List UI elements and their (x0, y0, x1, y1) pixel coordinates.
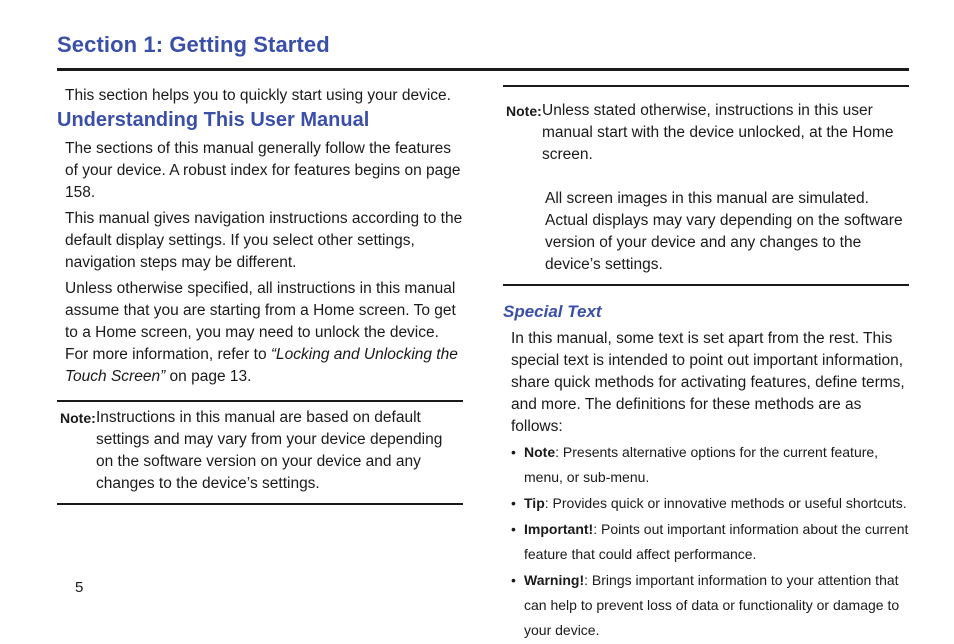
list-item (503, 491, 909, 516)
title-rule (57, 68, 909, 71)
bullet-icon: • (511, 444, 516, 460)
right-note-label: Note: (506, 103, 542, 119)
page-number: 5 (75, 579, 84, 596)
list-item-term: Note (524, 444, 556, 460)
list-item-desc: : Provides quick or innovative methods or useful shortcuts. (544, 495, 907, 511)
intro-text: This section helps you to quickly start using your device. (65, 87, 451, 104)
left-note-block (57, 400, 463, 505)
right-note-text-2: All screen images in this manual are simulated. Actual displays may vary depending on the software version of your device and any changes to the device’s settings. (545, 190, 903, 273)
understanding-p1: The sections of this manual generally follow the features of your device. A robust index for features begins on page 158. (65, 140, 461, 201)
bullet-icon: • (511, 495, 516, 511)
understanding-p3 (57, 278, 463, 388)
list-item (503, 517, 909, 567)
right-column (503, 85, 909, 644)
list-item-desc: : Brings important information to your attention that can help to prevent loss of data or functionality or damage to your device. (524, 572, 900, 638)
list-item (503, 568, 909, 643)
left-note-row (60, 407, 463, 495)
left-column (57, 85, 463, 505)
bullet-icon: • (511, 572, 516, 588)
understanding-p3-end: on page 13. (165, 368, 252, 385)
list-item-term: Warning! (524, 572, 585, 588)
list-item-desc: : Presents alternative options for the current feature, menu, or sub-menu. (524, 444, 879, 485)
list-item-term: Tip (524, 495, 545, 511)
list-item (503, 440, 909, 490)
cross-reference-link[interactable]: “Locking and Unlocking the Touch Screen” (65, 346, 458, 385)
special-text-intro: In this manual, some text is set apart from the rest. This special text is intended to point out important information, share quick methods for activating features, define terms, and more. The definitions for these methods are as follows: (511, 330, 905, 435)
right-note-row (506, 100, 909, 166)
understanding-p2: This manual gives navigation instructions according to the default display settings. If you select other settings, navigation steps may be different. (65, 210, 463, 271)
understanding-p3-start: Unless otherwise specified, all instructions in this manual assume that you are starting from a Home screen. To get to a Home screen, you may need to unlock the device. For more information, refer to (65, 280, 456, 363)
list-item-desc: : Points out important information about the current feature that could affect performance. (524, 521, 909, 562)
section-title: Section 1: Getting Started (57, 32, 330, 57)
left-note-text: Instructions in this manual are based on default settings and may vary from your device depending on the software version on your device and any changes to the device’s settings. (96, 409, 443, 492)
understanding-title: Understanding This User Manual (57, 109, 370, 131)
left-note-label: Note: (60, 410, 96, 426)
special-text-title: Special Text (503, 302, 602, 321)
right-note-block (503, 85, 909, 286)
bullet-icon: • (511, 521, 516, 537)
right-note-text-1: Unless stated otherwise, instructions in this user manual start with the device unlocked, at the Home screen. (542, 102, 894, 163)
special-text-list (503, 440, 909, 643)
list-item-term: Important! (524, 521, 594, 537)
